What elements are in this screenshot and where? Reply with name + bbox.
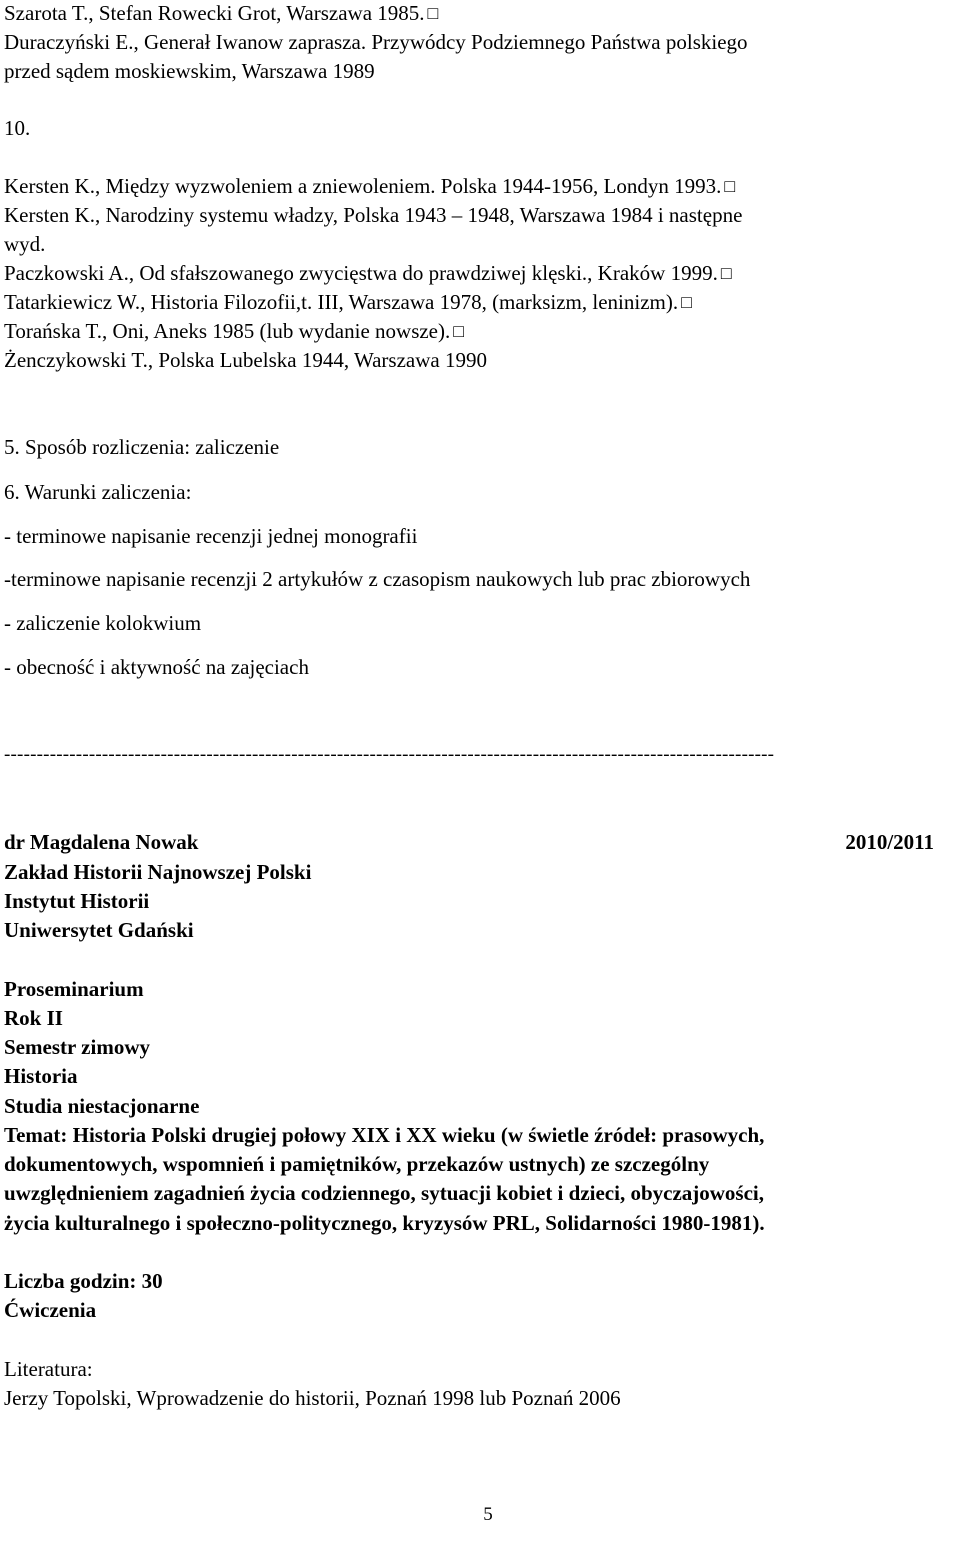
missing-glyph-box: □ [720,263,732,283]
missing-glyph-box: □ [681,292,692,312]
missing-glyph-box: □ [427,3,439,23]
topic-line: życia kulturalnego i społeczno-politycznego, kryzysów PRL, Solidarności 1980-1981). [4,1211,765,1235]
missing-glyph-box: □ [724,176,736,196]
course-type: Proseminarium [4,977,144,1001]
heading-conditions: 6. Warunki zaliczenia: [4,480,192,504]
lecturer-name: dr Magdalena Nowak [4,830,199,854]
bibliography-item-continuation: wyd. [4,232,46,256]
condition-item: - obecność i aktywność na zajęciach [4,655,309,679]
topic-line: uwzględnieniem zagadnień życia codziennego, sytuacji kobiet i dzieci, obyczajowości, [4,1181,765,1205]
study-mode: Studia niestacjonarne [4,1094,200,1118]
academic-year: 2010/2011 [845,830,934,854]
literature-label: Literatura: [4,1357,93,1381]
condition-item: - terminowe napisanie recenzji jednej monografii [4,524,418,548]
section-number: 10. [4,116,31,140]
bibliography-item: Kersten K., Między wyzwoleniem a zniewoleniem. Polska 1944-1956, Londyn 1993. □ [4,174,736,198]
topic-line: Temat: Historia Polski drugiej połowy XIX i XX wieku (w świetle źródeł: prasowych, [4,1123,765,1147]
bibliography-item-continuation: przed sądem moskiewskim, Warszawa 1989 [4,59,375,83]
heading-settlement: 5. Sposób rozliczenia: zaliczenie [4,435,280,459]
hours: Liczba godzin: 30 [4,1269,163,1293]
bibliography-item: Szarota T., Stefan Rowecki Grot, Warszawa 1985. □ [4,1,439,25]
bibliography-item: Torańska T., Oni, Aneks 1985 (lub wydanie nowsze). □ [4,319,465,343]
course-form: Ćwiczenia [4,1298,97,1322]
bibliography-item: Kersten K., Narodziny systemu władzy, Polska 1943 – 1948, Warszawa 1984 i następne [4,203,743,227]
missing-glyph-box: □ [453,321,465,341]
condition-item: - zaliczenie kolokwium [4,611,202,635]
topic-line: dokumentowych, wspomnień i pamiętników, przekazów ustnych) ze szczególny [4,1152,710,1176]
year-of-study: Rok II [4,1006,63,1030]
institute: Instytut Historii [4,889,150,913]
bibliography-item: Duraczyński E., Generał Iwanow zaprasza. Przywódcy Podziemnego Państwa polskiego [4,30,748,54]
university: Uniwersytet Gdański [4,918,194,942]
page-number: 5 [483,1504,493,1525]
bibliography-item: Paczkowski A., Od sfałszowanego zwycięstwa do prawdziwej klęski., Kraków 1999. □ [4,261,732,285]
semester: Semestr zimowy [4,1035,150,1059]
bibliography-item: Żenczykowski T., Polska Lubelska 1944, Warszawa 1990 [4,348,487,372]
field-of-study: Historia [4,1064,78,1088]
department: Zakład Historii Najnowszej Polski [4,860,312,884]
condition-item: -terminowe napisanie recenzji 2 artykułów z czasopism naukowych lub prac zbiorowych [4,567,751,591]
bibliography-item: Tatarkiewicz W., Historia Filozofii,t. III, Warszawa 1978, (marksizm, leninizm). □ [4,290,692,314]
dashed-separator: ---------------------------------------------------------------------------------------------------------------------- [4,745,775,764]
document-page [4,0,956,1550]
literature-item: Jerzy Topolski, Wprowadzenie do historii, Poznań 1998 lub Poznań 2006 [4,1386,621,1410]
